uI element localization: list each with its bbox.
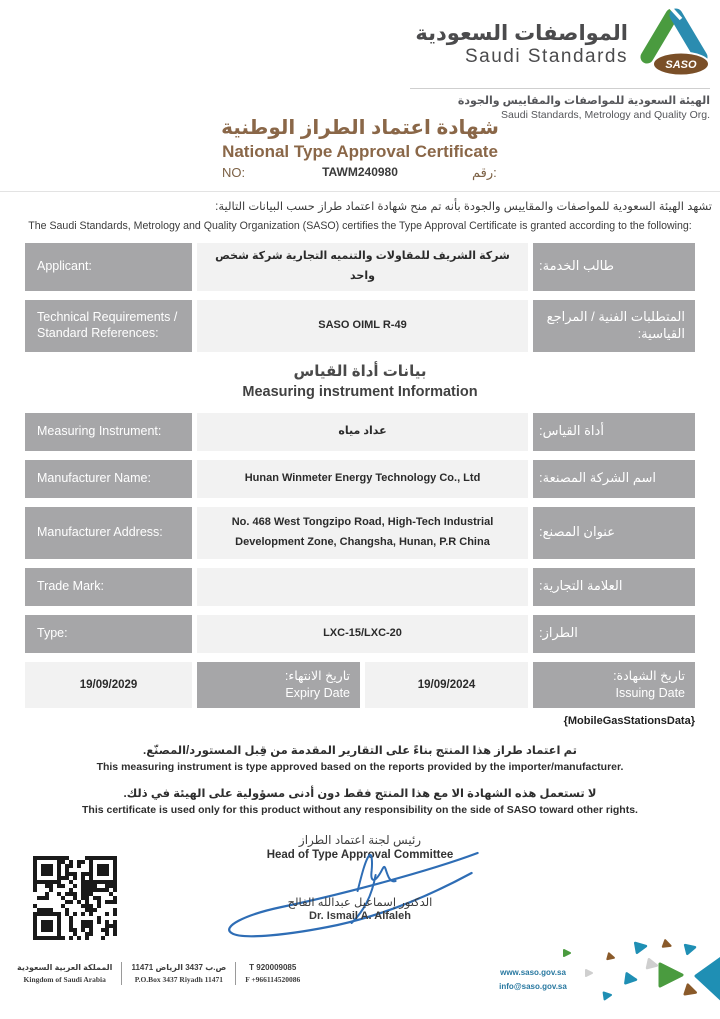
type-label-ar: الطراز: [533,615,695,653]
disclaimer-note [25,786,695,819]
row-technical-requirements [25,300,695,352]
approval-note-english: This measuring instrument is type approved based on the reports provided by the importer/manufacturer. [96,761,624,774]
issuing-date-label [533,662,695,708]
triangle-decoration [548,936,720,1018]
disclaimer-note-english: This certificate is used only for this product without any responsibility on the side of SASO toward other rights. [82,804,638,817]
measuring-instrument-label-en: Measuring Instrument: [25,413,192,451]
certificate-body [25,243,695,922]
instrument-heading-english: Measuring instrument Information [242,383,478,400]
applicant-label-en: Applicant: [25,243,192,291]
footer-pobox-arabic: ص.ب 3437 الرياض 11471 [131,963,227,972]
certificate-number: TAWM240980 [322,165,398,179]
approval-note [25,743,695,776]
brand-name-arabic: المواصفات السعودية [415,22,628,46]
row-manufacturer-address [25,507,695,559]
org-name-english: Saudi Standards, Metrology and Quality Org. [501,109,710,121]
measuring-instrument-label-ar: أداة القياس: [533,413,695,451]
manufacturer-name-label-en: Manufacturer Name: [25,460,192,498]
certificate-title [0,116,720,162]
footer-fax: F +966114520086 [245,975,301,984]
email-link[interactable]: info@saso.gov.sa [499,982,567,992]
signature-block [25,833,695,922]
technical-requirements-value: SASO OIML R-49 [197,300,528,352]
row-trade-mark [25,568,695,606]
footer-phone-fax [235,962,309,985]
row-type [25,615,695,653]
mobile-gas-stations-tag: {MobileGasStationsData} [563,714,695,727]
saso-logo-text: SASO [665,59,697,71]
trade-mark-label-en: Trade Mark: [25,568,192,606]
type-label-en: Type: [25,615,192,653]
technical-requirements-label-en: Technical Requirements / Standard References: [25,300,192,352]
expiry-date-label [197,662,360,708]
certificate-number-row [0,165,720,185]
header [410,6,710,121]
saso-logo-icon [636,6,710,83]
title-divider [0,191,720,192]
row-applicant [25,243,695,291]
brand-name-english: Saudi Standards [465,45,628,67]
expiry-date-value: 19/09/2029 [25,662,192,708]
footer-country-english: Kingdom of Saudi Arabia [23,975,106,984]
applicant-label-ar: طالب الخدمة: [533,243,695,291]
applicant-value: شركة الشريف للمقاولات والتنميه التجارية شركة شخص واحد [197,243,528,291]
manufacturer-name-value: Hunan Winmeter Energy Technology Co., Ltd [197,460,528,498]
manufacturer-address-label-ar: عنوان المصنع: [533,507,695,559]
technical-requirements-label-ar: المتطلبات الفنية / المراجع القياسية: [533,300,695,352]
signatory-name-english: Dr. Ismail A. Alfaleh [309,909,411,922]
disclaimer-note-arabic: لا تستعمل هذه الشهادة الا مع هذا المنتج فقط دون أدنى مسؤولية على الهيئة في ذلك. [123,787,597,800]
org-name-arabic: الهيئة السعودية للمواصفات والمقاييس والجودة [457,95,710,107]
instrument-section-heading [25,361,695,402]
manufacturer-name-label-ar: اسم الشركة المصنعة: [533,460,695,498]
trade-mark-value [197,568,528,606]
footer-pobox-english: P.O.Box 3437 Riyadh 11471 [134,975,223,984]
statement-english: The Saudi Standards, Metrology and Quality Organization (SASO) certifies the Type Approval Certificate is granted according to the following: [28,220,692,232]
issuing-label-ar: تاريخ الشهادة: [613,669,685,684]
footer-phone: T 920009085 [249,963,297,972]
website-link[interactable]: www.saso.gov.sa [500,968,566,977]
type-value: LXC-15/LXC-20 [197,615,528,653]
number-label-en: NO: [222,165,246,180]
statement-arabic: تشهد الهيئة السعودية للمواصفات والمقاييس والجودة بأنه تم منح شهادة اعتماد طراز حسب البيانات التالية: [215,201,712,213]
trade-mark-label-ar: العلامة التجارية: [533,568,695,606]
approval-note-arabic: تم اعتماد طراز هذا المنتج بناءً على التقارير المقدمة من قِبل المستورد/المصنّع. [143,744,577,757]
certification-statement [0,199,720,232]
certificate-title-english: National Type Approval Certificate [222,142,498,161]
footer-contact [8,962,309,985]
expiry-label-en: Expiry Date [285,685,350,700]
number-label-ar: رقم: [472,165,497,180]
certificate-title-arabic: شهادة اعتماد الطراز الوطنية [221,117,499,139]
header-divider [410,88,710,89]
issuing-date-value: 19/09/2024 [365,662,528,708]
signatory-title-arabic: رئيس لجنة اعتماد الطراز [298,832,422,847]
row-measuring-instrument [25,413,695,451]
footer-pobox [121,962,235,985]
row-manufacturer-name [25,460,695,498]
signatory-name-arabic: الدكتور إسماعيل عبدالله الفالح [287,896,433,909]
measuring-instrument-value: عداد مياه [197,413,528,451]
signatory-title-english: Head of Type Approval Committee [266,848,454,861]
manufacturer-address-value: No. 468 West Tongzipo Road, High-Tech Industrial Development Zone, Changsha, Hunan, P.R China [197,507,528,559]
row-dates [25,662,695,708]
issuing-label-en: Issuing Date [615,685,685,700]
expiry-label-ar: تاريخ الانتهاء: [284,669,350,684]
instrument-heading-arabic: بيانات أداة القياس [293,362,427,380]
footer-country-arabic: المملكة العربية السعودية [17,963,113,972]
footer-country [8,962,121,985]
manufacturer-address-label-en: Manufacturer Address: [25,507,192,559]
